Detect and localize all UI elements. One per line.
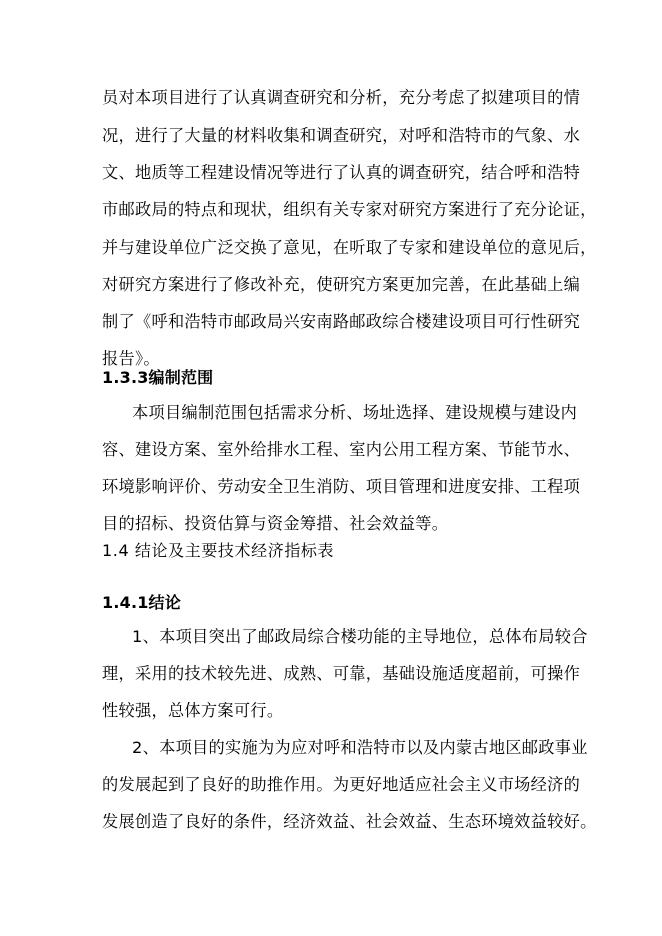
paragraph-line: 目的招标、投资估算与资金筹措、社会效益等。 (102, 514, 449, 533)
paragraph-line: 报告》。 (102, 349, 160, 368)
section-heading-1-4: 1.4 结论及主要技术经济指标表 (102, 541, 335, 560)
section-heading-1-4-1: 1.4.1结论 (102, 593, 181, 612)
section-heading-1-3-3: 1.3.3编制范围 (102, 368, 214, 387)
list-item-line: 2、本项目的实施为为应对呼和浩特市以及内蒙古地区邮政事业 (132, 738, 588, 757)
list-item-line: 理，采用的技术较先进、成熟、可靠，基础设施适度超前，可操作 (102, 664, 581, 683)
paragraph-line: 况，进行了大量的材料收集和调查研究，对呼和浩特市的气象、水 (102, 126, 581, 145)
paragraph-line: 员对本项目进行了认真调查研究和分析，充分考虑了拟建项目的情 (102, 88, 581, 107)
list-item-line: 1、本项目突出了邮政局综合楼功能的主导地位，总体布局较合 (132, 627, 588, 646)
paragraph-line: 文、地质等工程建设情况等进行了认真的调查研究，结合呼和浩特 (102, 163, 581, 182)
paragraph-line: 制了《呼和浩特市邮政局兴安南路邮政综合楼建设项目可行性研究 (102, 312, 581, 331)
paragraph-line: 环境影响评价、劳动安全卫生消防、项目管理和进度安排、工程项 (102, 477, 581, 496)
list-item-line: 的发展起到了良好的助推作用。为更好地适应社会主义市场经济的 (102, 775, 581, 794)
paragraph-line: 容、建设方案、室外给排水工程、室内公用工程方案、节能节水、 (102, 440, 581, 459)
list-item-line: 发展创造了良好的条件，经济效益、社会效益、生态环境效益较好。 (102, 812, 597, 831)
list-item-line: 性较强，总体方案可行。 (102, 701, 284, 720)
paragraph-line: 对研究方案进行了修改补充，使研究方案更加完善，在此基础上编 (102, 275, 581, 294)
paragraph-line: 并与建设单位广泛交换了意见，在听取了专家和建设单位的意见后， (102, 238, 597, 257)
paragraph-line: 市邮政局的特点和现状，组织有关专家对研究方案进行了充分论证， (102, 200, 597, 219)
paragraph-line: 本项目编制范围包括需求分析、场址选择、建设规模与建设内 (132, 403, 578, 422)
